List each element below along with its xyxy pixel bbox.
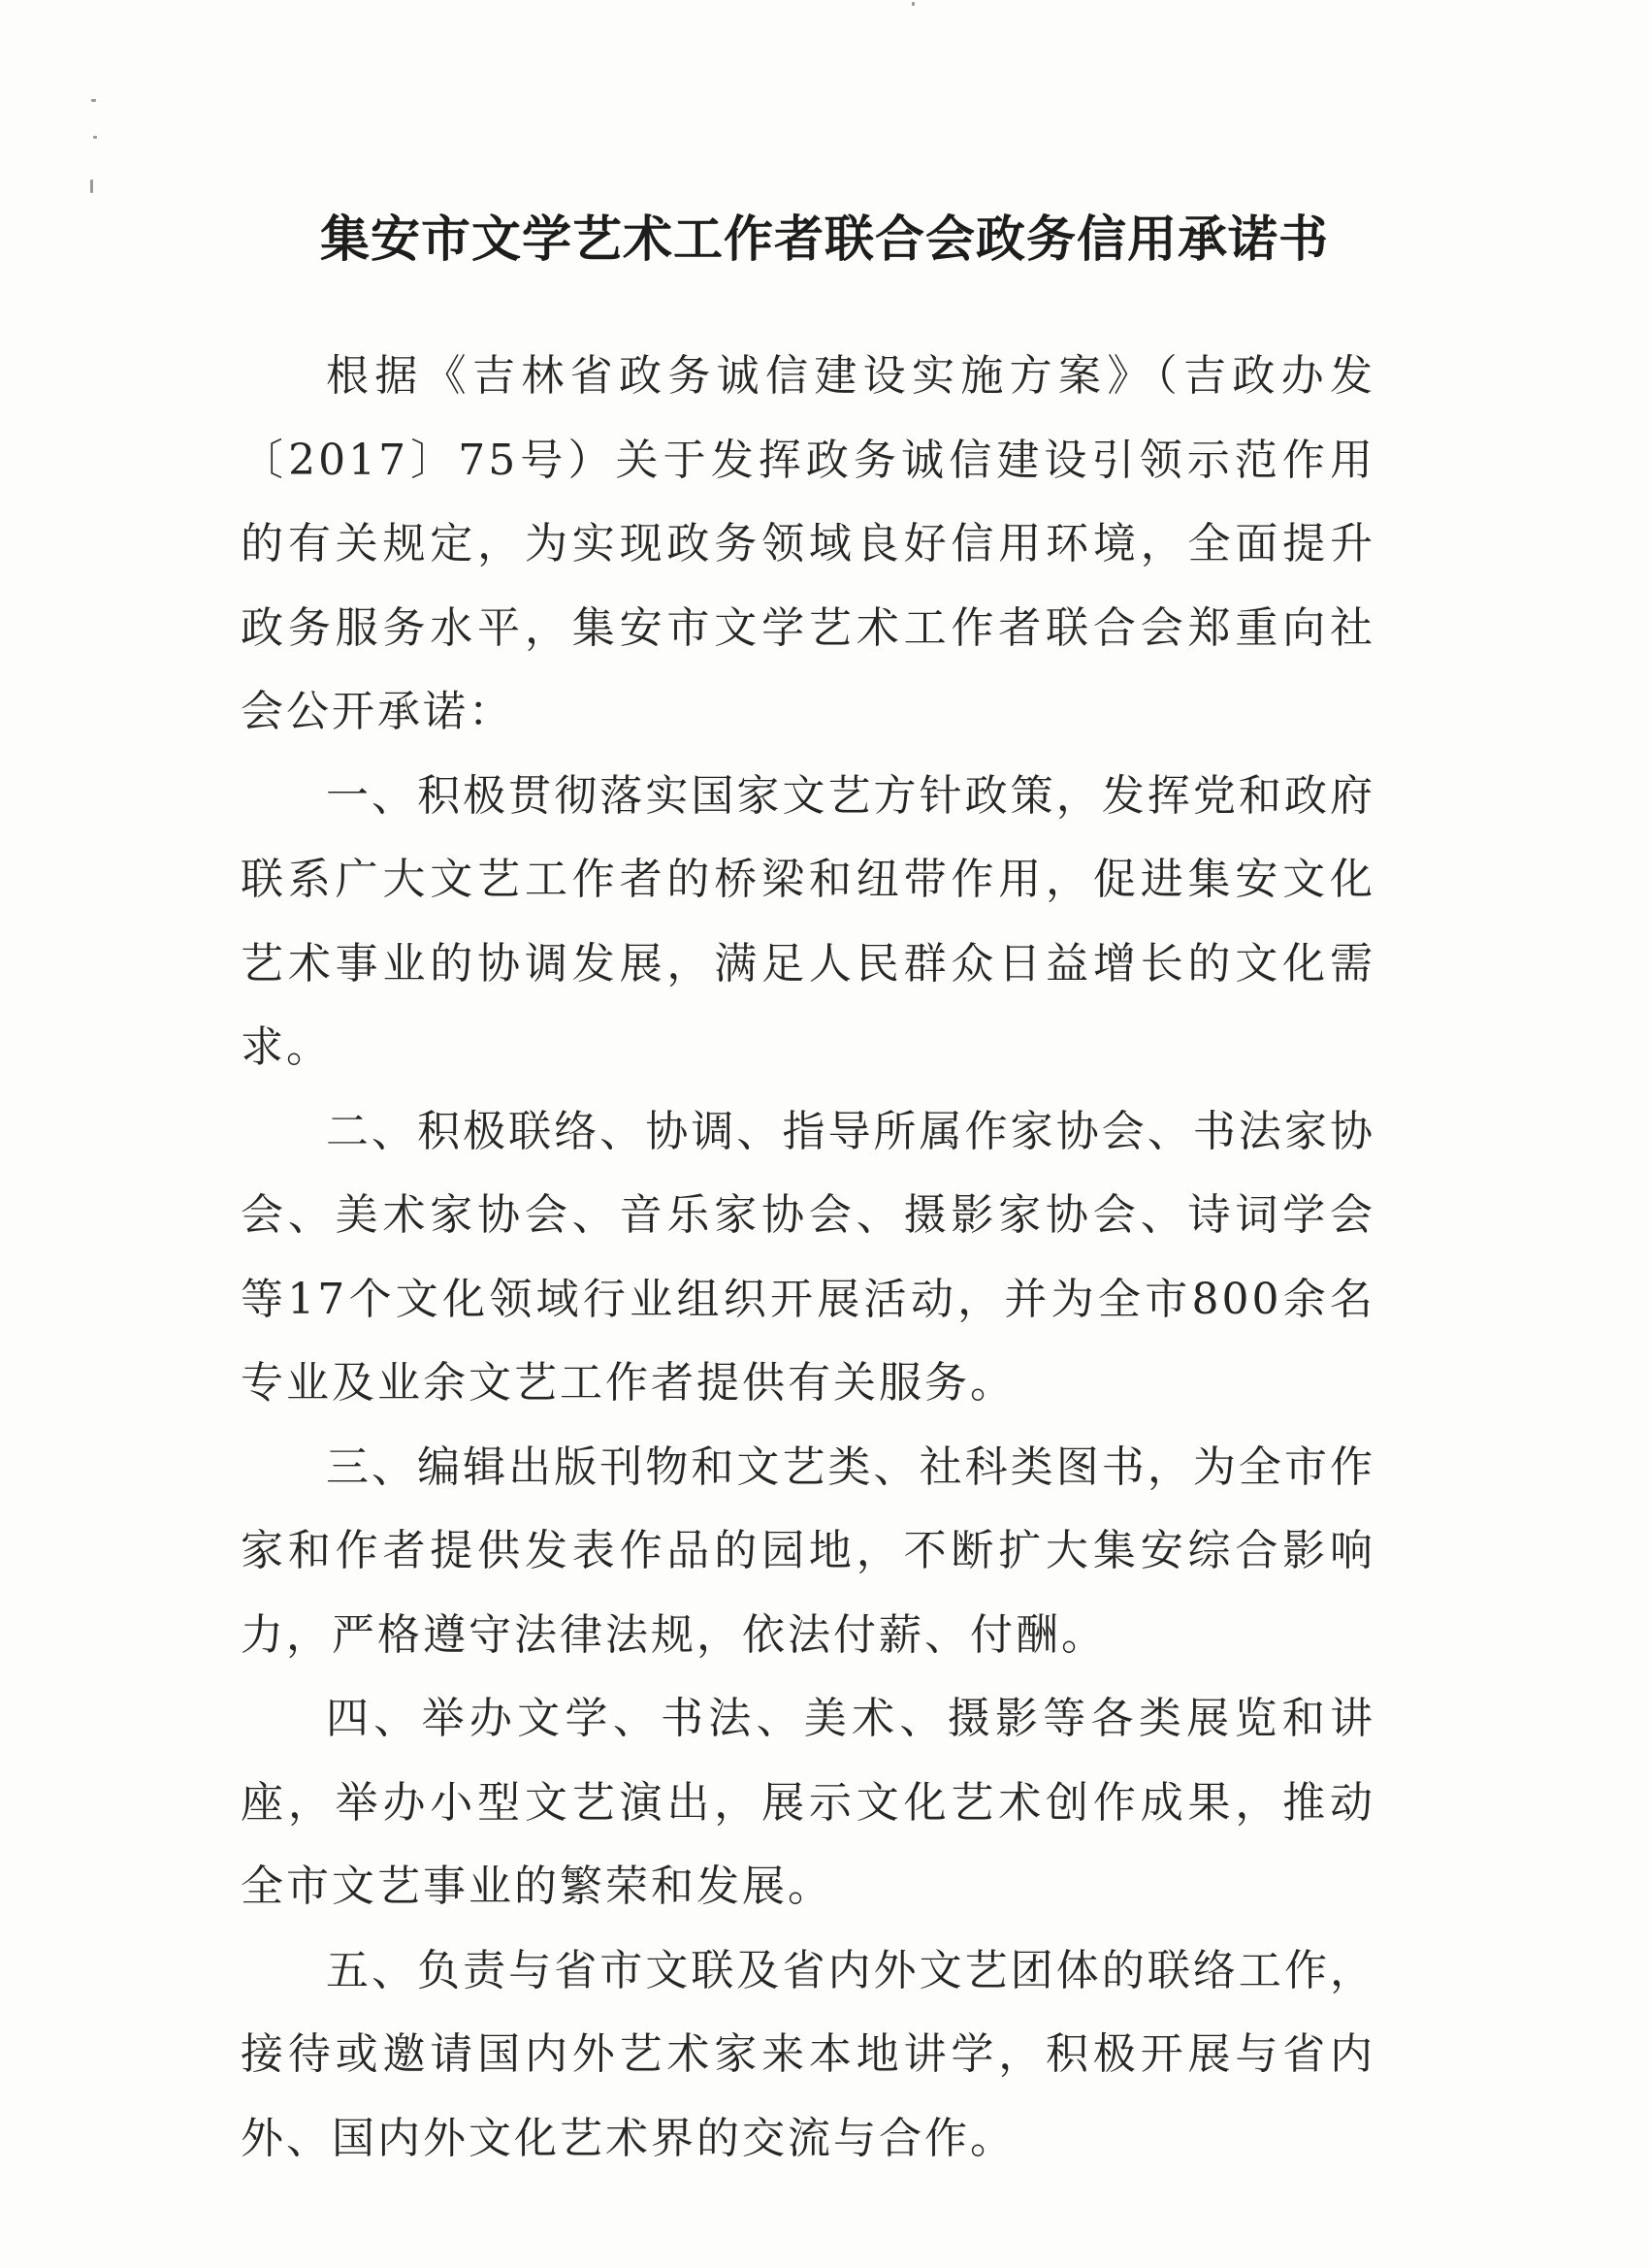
- scan-speck: [91, 99, 96, 102]
- paragraph-item-3: 三、编辑出版刊物和文艺类、社科类图书，为全市作家和作者提供发表作品的园地，不断扩大集安综合影响力，严格遵守法律法规，依法付薪、付酬。: [241, 1442, 1375, 1660]
- paragraph-item-1: 一、积极贯彻落实国家文艺方针政策，发挥党和政府联系广大文艺工作者的桥梁和纽带作用，促进集安文化艺术事业的协调发展，满足人民群众日益增长的文化需求。: [241, 770, 1375, 1072]
- paragraph-item-5: 五、负责与省市文联及省内外文艺团体的联络工作，接待或邀请国内外艺术家来本地讲学，积极开展与省内外、国内外文化艺术界的交流与合作。: [241, 1945, 1375, 2163]
- paragraph-item-4: 四、举办文学、书法、美术、摄影等各类展览和讲座，举办小型文艺演出，展示文化艺术创作成果，推动全市文艺事业的繁荣和发展。: [241, 1694, 1375, 1911]
- scan-speck: [93, 136, 97, 139]
- document-title: 集安市文学艺术工作者联合会政务信用承诺书: [319, 211, 1329, 269]
- scan-speck: [912, 2, 915, 6]
- scan-speck: [90, 179, 93, 193]
- paragraph-item-2: 二、积极联络、协调、指导所属作家协会、书法家协会、美术家协会、音乐家协会、摄影家协会、诗词学会等17个文化领域行业组织开展活动，并为全市800余名专业及业余文艺工作者提供有关服务。: [241, 1106, 1375, 1408]
- paragraph-intro: 根据《吉林省政务诚信建设实施方案》（吉政办发〔2017〕75号）关于发挥政务诚信建设引领示范作用的有关规定，为实现政务领域良好信用环境，全面提升政务服务水平，集安市文学艺术工作者联合会郑重向社会公开承诺：: [241, 351, 1375, 736]
- document-body: [241, 335, 1375, 2181]
